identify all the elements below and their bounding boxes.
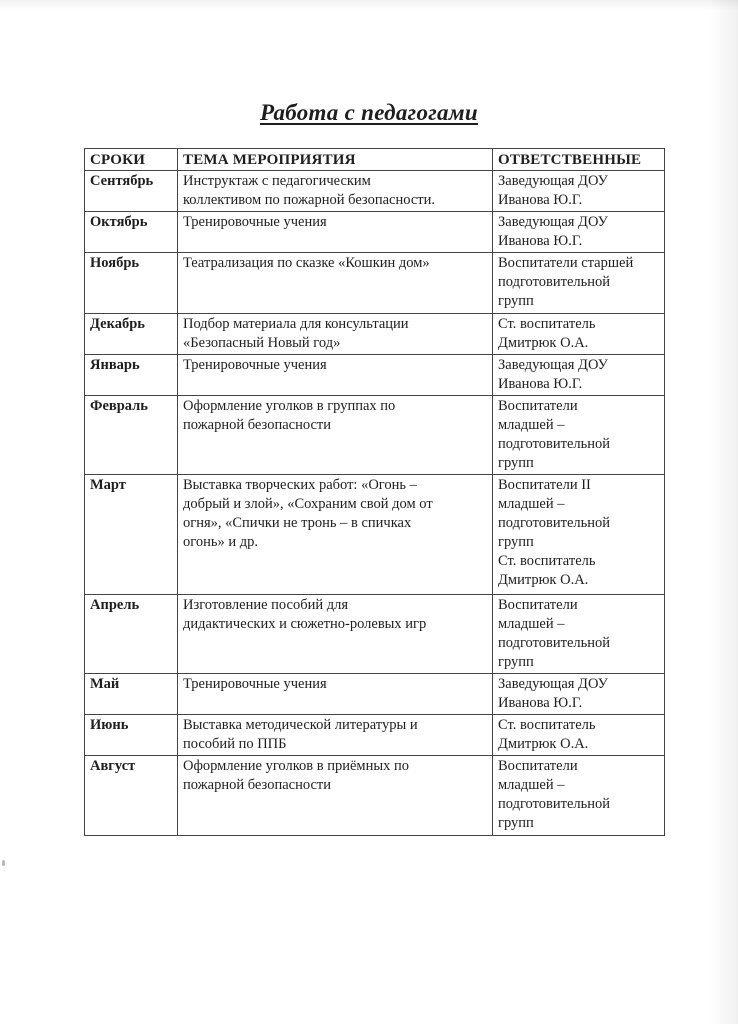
schedule-table xyxy=(84,148,665,836)
table-row xyxy=(85,355,665,396)
table-row xyxy=(85,756,665,836)
responsible-cell: Воспитатели II младшей – подготовительной групп Ст. воспитатель Дмитрюк О.А. xyxy=(493,475,665,595)
table-row xyxy=(85,314,665,355)
month-cell: Сентябрь xyxy=(85,171,178,212)
month-cell: Март xyxy=(85,475,178,595)
header-responsible: ОТВЕТСТВЕННЫЕ xyxy=(493,149,665,171)
responsible-cell: Заведующая ДОУ Иванова Ю.Г. xyxy=(493,674,665,715)
topic-cell: Оформление уголков в группах по пожарной безопасности xyxy=(178,396,493,475)
scan-top-shadow xyxy=(0,0,738,10)
header-topic: ТЕМА МЕРОПРИЯТИЯ xyxy=(178,149,493,171)
topic-cell: Выставка методической литературы и пособий по ППБ xyxy=(178,715,493,756)
responsible-cell: Воспитатели младшей – подготовительной групп xyxy=(493,595,665,674)
table-row xyxy=(85,396,665,475)
month-cell: Апрель xyxy=(85,595,178,674)
topic-cell: Тренировочные учения xyxy=(178,212,493,253)
page-title: Работа с педагогами xyxy=(259,100,478,125)
topic-cell: Оформление уголков в приёмных по пожарной безопасности xyxy=(178,756,493,836)
month-cell: Май xyxy=(85,674,178,715)
table-row xyxy=(85,253,665,314)
topic-cell: Подбор материала для консультации «Безопасный Новый год» xyxy=(178,314,493,355)
responsible-cell: Ст. воспитатель Дмитрюк О.А. xyxy=(493,715,665,756)
responsible-cell: Воспитатели младшей – подготовительной групп xyxy=(493,396,665,475)
table-row xyxy=(85,212,665,253)
month-cell: Июнь xyxy=(85,715,178,756)
topic-cell: Тренировочные учения xyxy=(178,355,493,396)
table-row xyxy=(85,171,665,212)
topic-cell: Театрализация по сказке «Кошкин дом» xyxy=(178,253,493,314)
table-row xyxy=(85,595,665,674)
topic-cell: Инструктаж с педагогическим коллективом по пожарной безопасности. xyxy=(178,171,493,212)
table-row xyxy=(85,475,665,595)
month-cell: Январь xyxy=(85,355,178,396)
responsible-cell: Заведующая ДОУ Иванова Ю.Г. xyxy=(493,212,665,253)
responsible-cell: Заведующая ДОУ Иванова Ю.Г. xyxy=(493,171,665,212)
table-header-row xyxy=(85,149,665,171)
topic-cell: Изготовление пособий для дидактических и сюжетно-ролевых игр xyxy=(178,595,493,674)
month-cell: Октябрь xyxy=(85,212,178,253)
header-period: СРОКИ xyxy=(85,149,178,171)
table-row xyxy=(85,715,665,756)
responsible-cell: Заведующая ДОУ Иванова Ю.Г. xyxy=(493,355,665,396)
month-cell: Декабрь xyxy=(85,314,178,355)
month-cell: Август xyxy=(85,756,178,836)
responsible-cell: Воспитатели старшей подготовительной групп xyxy=(493,253,665,314)
topic-cell: Выставка творческих работ: «Огонь – добрый и злой», «Сохраним свой дом от огня», «Спички не тронь – в спичках огонь» и др. xyxy=(178,475,493,595)
table-row xyxy=(85,674,665,715)
topic-cell: Тренировочные учения xyxy=(178,674,493,715)
month-cell: Ноябрь xyxy=(85,253,178,314)
scan-edge-shadow xyxy=(710,0,738,1024)
month-cell: Февраль xyxy=(85,396,178,475)
responsible-cell: Воспитатели младшей – подготовительной групп xyxy=(493,756,665,836)
responsible-cell: Ст. воспитатель Дмитрюк О.А. xyxy=(493,314,665,355)
scan-mark xyxy=(2,860,5,866)
